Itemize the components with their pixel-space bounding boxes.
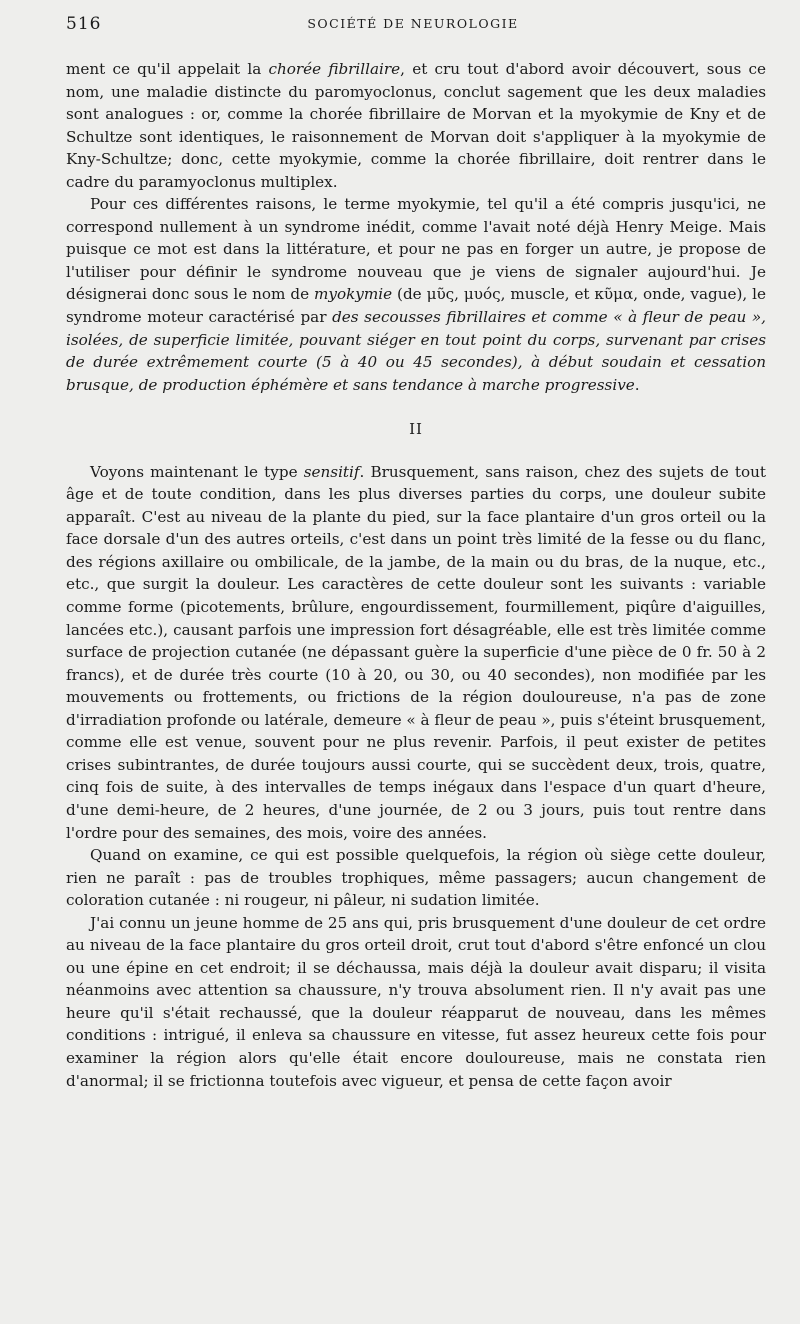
text-run: Pour ces différentes raisons, le terme myokymie, tel qu'il a été compris jusqu'ici, ne correspond nullement à un syndrome inédit, comme l'avait noté déjà Henry Meige. Mais puisque ce mot est dans la littérature, et pour ne pas en forger un autre, je propose de l'utiliser pour définir le syndrome nouveau que je viens de signaler aujourd'hui. Je désignerai donc sous le nom de (66, 195, 766, 304)
section-numeral: II (409, 420, 423, 439)
text-run: . (634, 375, 640, 394)
italic-term: chorée fibrillaire (268, 60, 401, 78)
paragraph-continued (66, 58, 766, 193)
paragraph (66, 193, 766, 396)
text-run: . Brusquement, sans raison, chez des sujets de tout âge et de toute condition, dans les plus diverses parties du corps, une douleur subite apparaît. C'est au niveau de la plante du pied, sur la face plantaire d'un gros orteil ou la face dorsale d'un des autres orteils, c'est dans un point très limité de la fesse ou du flanc, des régions axillaire ou ombilicale, de la jambe, de la main ou du bras, de la nuque, etc., etc., que surgit la douleur. Les caractères de cette douleur sont les suivants : variable comme forme (picotements, brûlure, engourdissement, fourmillement, piqûre d'aiguilles, lancées etc.), causant parfois une impression fort désagréable, elle est très limitée comme surface de projection cutanée (ne dépassant guère la superficie d'une pièce de 0 fr. 50 à 2 francs), et de durée très courte (10 à 20, ou 30, ou 40 secondes), non modifiée par les mouvements ou frottements, ou frictions de la région douloureuse, n'a pas de zone d'irradiation profonde ou latérale, demeure « à fleur de peau », puis s'éteint brusquement, comme elle est venue, souvent pour ne plus revenir. Parfois, il peut exister de petites crises subintrantes, de durée toujours aussi courte, qui se succèdent deux, trois, quatre, cinq fois de suite, à des intervalles de temps inégaux dans l'espace d'un quart d'heure, d'une demi-heure, de 2 heures, d'une journée, de 2 ou 3 jours, puis tout rentre dans l'ordre pour des semaines, des mois, voire des années. (66, 462, 767, 842)
paragraph (66, 461, 766, 844)
text-run: , et cru tout d'abord avoir découvert, sous ce nom, une maladie distincte du paromyoclonus, conclut sagement que les deux maladies sont analogues : or, comme la chorée fibrillaire de Morvan et la myokymie de Kny et de Schultze sont identiques, le raisonnement de Morvan doit s'appliquer à la myokymie de Kny-Schultze; donc, cette myokymie, comme la chorée fibrillaire, doit rentrer dans le cadre du paramyoclonus multiplex. (66, 60, 766, 191)
text-run: (de μῦς, μυός, muscle, et κῦμα, onde, vague), le syndrome moteur caractérisé par (66, 285, 767, 327)
page-header (66, 14, 760, 38)
italic-term: myokymie (313, 285, 393, 304)
italic-definition: des secousses fibrillaires et comme « à fleur de peau », isolées, de superficie limitée, pouvant siéger en tout point du corps, survenant par crises de durée extrêmement courte (5 à 40 ou 45 secondes), à début soudain et cessation brusque, de production éphémère et sans tendance à marche progressive (66, 308, 766, 394)
paragraph: J'ai connu un jeune homme de 25 ans qui, pris brusquement d'une douleur de cet ordre au niveau de la face plantaire du gros orteil droit, crut tout d'abord s'être enfoncé un clou ou une épine en cet endroit; il se déchaussa, mais déjà la douleur avait disparu; il visita néanmoins avec attention sa chaussure, n'y trouva absolument rien. Il n'y avait pas une heure qu'il s'était rechaussé, que la douleur réapparut de nouveau, dans les mêmes conditions : intrigué, il enleva sa chaussure en vitesse, fut assez heureux cette fois pour examiner la région alors qu'elle était encore douloureuse, mais ne constata rien d'anormal; il se frictionna toutefois avec vigueur, et pensa de cette façon avoir (66, 913, 766, 1090)
body-text (66, 58, 766, 1092)
running-head: SOCIÉTÉ DE NEUROLOGIE (307, 16, 519, 31)
page-number: 516 (66, 14, 102, 34)
italic-term: sensitif (303, 462, 360, 481)
text-run: Voyons maintenant le type (90, 462, 304, 481)
paragraph: Quand on examine, ce qui est possible quelquefois, la région où siège cette douleur, rien ne paraît : pas de troubles trophiques, même passagers; aucun changement de coloration cutanée : ni rougeur, ni pâleur, ni sudation limitée. (66, 846, 766, 910)
text-run: ment ce qu'il appelait la (66, 60, 269, 78)
